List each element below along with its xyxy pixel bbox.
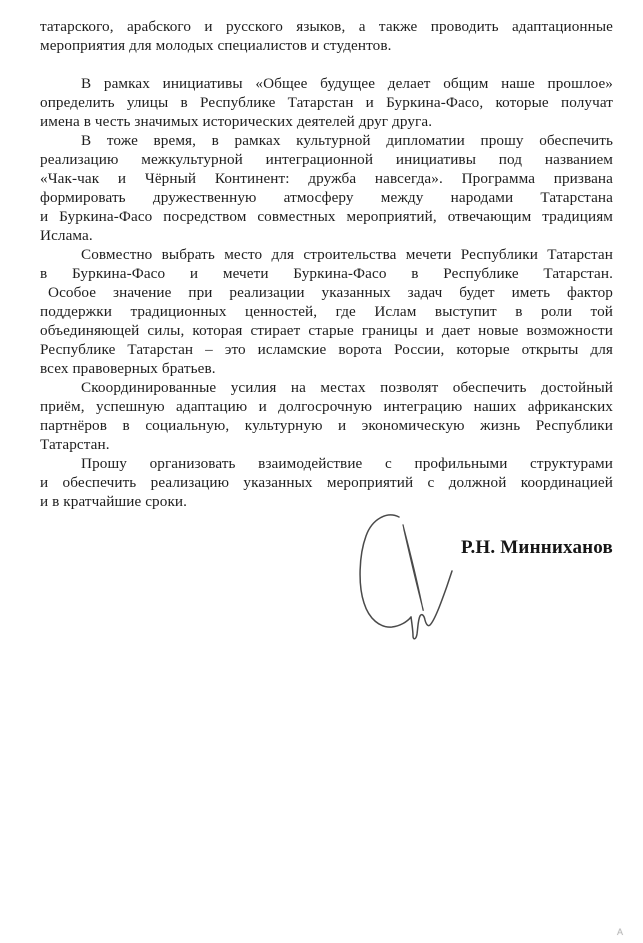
- document-line: определить улицы в Республике Татарстан и Буркина-Фасо, которые получат: [40, 94, 613, 111]
- paragraph: [40, 17, 613, 55]
- document-line: мероприятия для молодых специалистов и студентов.: [40, 37, 392, 54]
- document-line: имена в честь значимых исторических деятелей друг друга.: [40, 113, 433, 130]
- document-line: и в кратчайшие сроки.: [40, 493, 188, 510]
- document-line: В тоже время, в рамках культурной дипломатии прошу обеспечить: [81, 132, 613, 149]
- document-line: Татарстан.: [40, 436, 110, 453]
- paragraph: [40, 245, 613, 283]
- document-line: и обеспечить реализацию указанных мероприятий с должной координацией: [40, 474, 613, 491]
- signatory-name: Р.Н. Минниханов: [461, 537, 613, 558]
- document-line: Особое значение при реализации указанных задач будет иметь фактор: [48, 284, 613, 301]
- document-line: и Буркина-Фасо посредством совместных мероприятий, отвечающим традициям: [40, 208, 613, 225]
- document-line: татарского, арабского и русского языков, а также проводить адаптационные: [40, 18, 613, 35]
- paragraph: [40, 74, 613, 131]
- document-line: Прошу организовать взаимодействие с профильными структурами: [81, 455, 613, 472]
- document-line: приём, успешную адаптацию и долгосрочную интеграцию наших африканских: [40, 398, 613, 415]
- document-line: Ислама.: [40, 227, 93, 244]
- document-line: партнёров в социальную, культурную и экономическую жизнь Республики: [40, 417, 613, 434]
- document-line: Совместно выбрать место для строительства мечети Республики Татарстан: [81, 246, 613, 263]
- document-line: В рамках инициативы «Общее будущее делает общим наше прошлое»: [81, 75, 613, 92]
- signature-handwritten: [350, 498, 465, 655]
- blank-line: [40, 55, 613, 74]
- signature-stroke-icon: [350, 498, 465, 655]
- document-line: в Буркина-Фасо и мечети Буркина-Фасо в Республике Татарстан.: [40, 265, 613, 282]
- paragraph: [40, 283, 613, 378]
- paragraph: [40, 454, 613, 511]
- paragraph: [40, 131, 613, 245]
- document-line: поддержки традиционных ценностей, где Ислам выступит в роли той: [40, 303, 613, 320]
- paragraph: [40, 378, 613, 454]
- document-line: формировать дружественную атмосферу между народами Татарстана: [40, 189, 613, 206]
- document-line: «Чак-чак и Чёрный Континент: дружба навсегда». Программа призвана: [40, 170, 613, 187]
- document-line: Республике Татарстан – это исламские ворота России, которые открыты для: [40, 341, 613, 358]
- scan-artifact: A: [617, 927, 624, 937]
- document-line: Скоординированные усилия на местах позволят обеспечить достойный: [81, 379, 613, 396]
- signature-ink: [360, 515, 452, 639]
- document-body: [40, 0, 613, 511]
- document-line: реализацию межкультурной интеграционной инициативы под названием: [40, 151, 613, 168]
- document-line: всех правоверных братьев.: [40, 360, 216, 377]
- document-line: объединяющей силы, которая стирает старые границы и дает новые возможности: [40, 322, 613, 339]
